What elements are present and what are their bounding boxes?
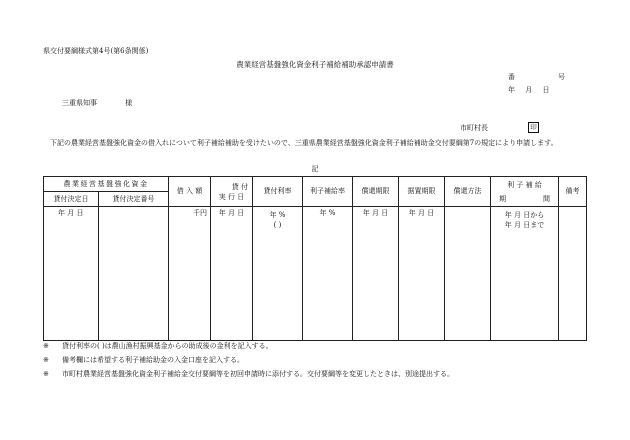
note-item: [43, 343, 273, 350]
loan-decision-date-header: 貸付決定日: [44, 192, 99, 207]
application-table: [43, 176, 587, 341]
addressee: 三重県知事 様: [62, 99, 133, 107]
note-item: [43, 357, 244, 364]
repayment-method-header: 償還方法: [445, 177, 491, 207]
exec-date-cell: 年 月 日: [211, 207, 253, 341]
loan-decision-number-header: 貸付決定番号: [99, 192, 169, 207]
ki-label: 記: [311, 165, 319, 173]
remarks-cell: [559, 207, 587, 341]
number-label: 番: [508, 73, 515, 81]
loan-amount-header: 借 入 額: [169, 177, 211, 207]
number-suffix: 号: [558, 73, 565, 81]
grace-period-header: 据置期限: [399, 177, 445, 207]
note-text: 備考欄には希望する利子補給助金の入金口座を記入する。: [62, 356, 244, 364]
loan-execution-date-header: [211, 177, 253, 207]
rate-cell: [253, 207, 303, 341]
note-text: 貸付利率の( )は農山漁村振興基金からの助成後の金利を記入する。: [62, 342, 273, 350]
rate-value: 年 %: [269, 211, 286, 219]
note-text: 市町村農業経営基盤強化資金利子補給金交付要綱等を初回申請時に添付する。交付要綱等を変更したときは、別途提出する。: [62, 370, 454, 378]
subsidy-period-cell: [491, 207, 559, 341]
body-text: 下記の農業経営基盤強化資金の借入れについて利子補給補助を受けたいので、三重県農業経営基盤強化資金利子補給補助金交付要綱第7の規定により申請します。: [50, 139, 558, 147]
applicant-label: 市町村長: [460, 124, 488, 132]
repayment-period-header: 償還期限: [353, 177, 399, 207]
interest-rate-header: 貸付利率: [253, 177, 303, 207]
subsidy-rate-cell: 年 %: [303, 207, 353, 341]
amount-cell: 千円: [169, 207, 211, 341]
period-from: 年 月 日から: [504, 211, 545, 219]
note-item: [43, 371, 454, 378]
document-title: 農業経営基盤強化資金利子補給補助承認申請書: [236, 60, 394, 69]
grace-cell: 年 月 日: [399, 207, 445, 341]
note-mark: ※: [43, 356, 49, 364]
note-mark: ※: [43, 370, 49, 378]
date-line: 年 月 日: [508, 86, 550, 94]
repayment-cell: 年 月 日: [353, 207, 399, 341]
subsidy-period-header: [491, 177, 559, 207]
loan-date-top: 貸 付: [231, 182, 248, 191]
subsidy-period-kan: 間: [543, 194, 550, 203]
remarks-header: 備考: [559, 177, 587, 207]
period-to: 年 月 日まで: [504, 221, 545, 229]
rate-paren: ( ): [273, 221, 282, 229]
subsidy-period-top: 利 子 補 給: [507, 180, 542, 189]
form-number: 県交付要綱様式第4号(第6条関係): [43, 47, 149, 55]
decision-number-cell: [99, 207, 169, 341]
loan-date-bottom: 実 行 日: [218, 192, 245, 201]
subsidy-period-ki: 期: [499, 194, 506, 203]
note-mark: ※: [43, 342, 49, 350]
seal-mark: 印: [528, 122, 539, 133]
repayment-method-cell: [445, 207, 491, 341]
decision-date-cell: 年 月 日: [44, 207, 99, 341]
fund-header: 農業経営基盤強化資金: [44, 177, 169, 192]
subsidy-rate-header: 利子補給率: [303, 177, 353, 207]
